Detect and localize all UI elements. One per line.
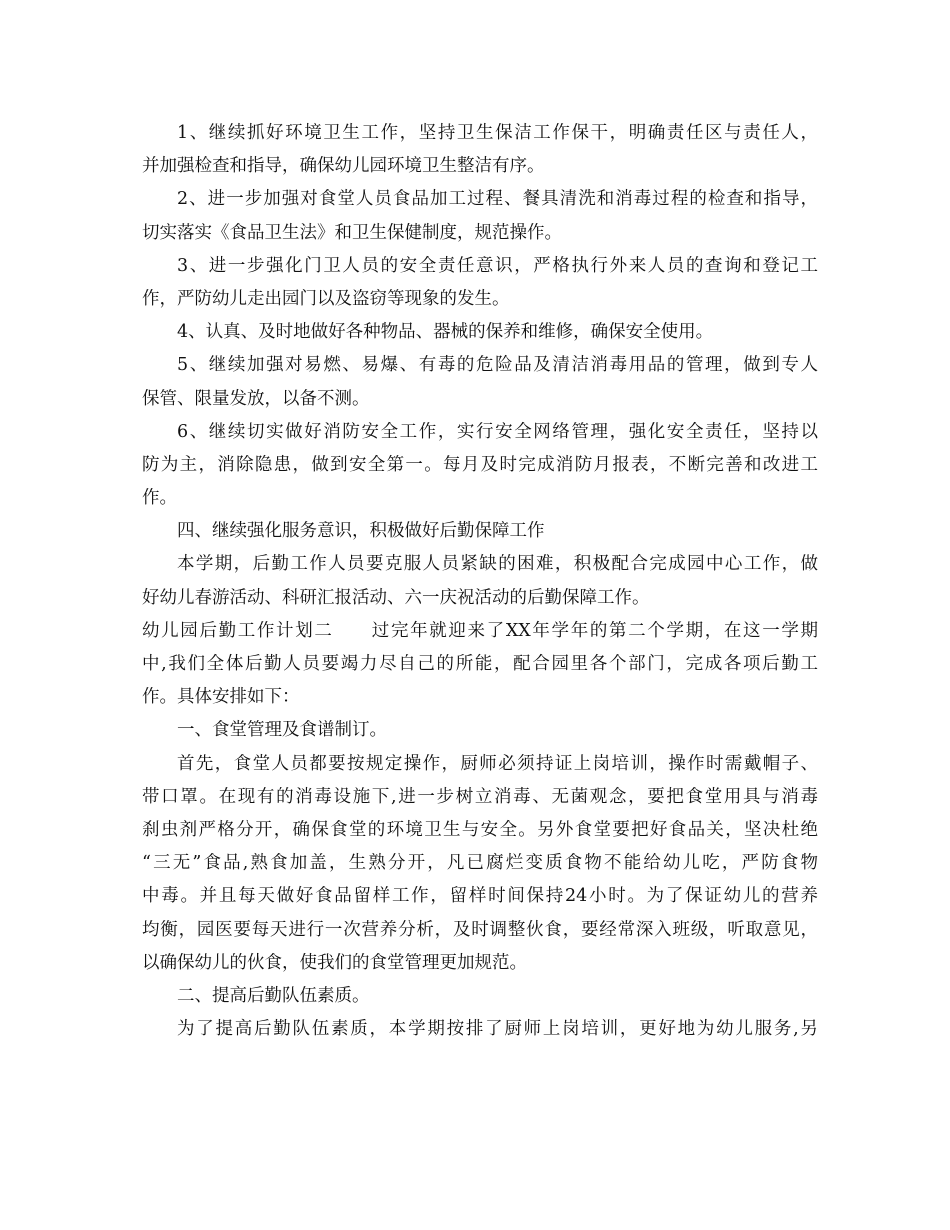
paragraph-line: 5、继续加强对易燃、易爆、有毒的危险品及清洁消毒用品的管理，做到专人 (177, 355, 818, 376)
paragraph-line: 3、进一步强化门卫人员的安全责任意识，严格执行外来人员的查询和登记工 (177, 255, 818, 276)
paragraph-line: 中毒。并且每天做好食品留样工作，留样时间保持24小时。为了保证幼儿的营养 (142, 886, 818, 907)
paragraph-line: 作。具体安排如下： (142, 687, 300, 708)
paragraph-line: 四、继续强化服务意识，积极做好后勤保障工作 (177, 521, 545, 542)
paragraph-line: 一、食堂管理及食谱制订。 (177, 720, 387, 741)
paragraph-line: 好幼儿春游活动、科研汇报活动、六一庆祝活动的后勤保障工作。 (142, 587, 650, 608)
paragraph-line: 防为主，消除隐患，做到安全第一。每月及时完成消防月报表，不断完善和改进工 (142, 454, 818, 475)
paragraph-line: 二、提高后勤队伍素质。 (177, 985, 370, 1006)
paragraph-line: 刹虫剂严格分开，确保食堂的环境卫生与安全。另外食堂要把好食品关，坚决杜绝 (142, 819, 818, 840)
paragraph-line: 保管、限量发放，以备不测。 (142, 388, 370, 409)
paragraph-line: 带口罩。在现有的消毒设施下,进一步树立消毒、无菌观念，要把食堂用具与消毒 (142, 786, 818, 807)
paragraph-line: “三无”食品,熟食加盖，生熟分开，凡已腐烂变质食物不能给幼儿吃，严防食物 (142, 853, 818, 874)
paragraph-line: 1、继续抓好环境卫生工作，坚持卫生保洁工作保干，明确责任区与责任人， (177, 123, 818, 143)
paragraph-line: 切实落实《食品卫生法》和卫生保健制度，规范操作。 (142, 222, 562, 243)
paragraph-line: 4、认真、及时地做好各种物品、器械的保养和维修，确保安全使用。 (177, 322, 714, 343)
paragraph-line: 作，严防幼儿走出园门以及盗窃等现象的发生。 (142, 288, 510, 309)
paragraph-line: 并加强检查和指导，确保幼儿园环境卫生整洁有序。 (142, 156, 545, 177)
paragraph-line: 2、进一步加强对食堂人员食品加工过程、餐具清洗和消毒过程的检查和指导， (177, 189, 818, 210)
paragraph-line: 作。 (142, 488, 177, 509)
paragraph-line: 中,我们全体后勤人员要竭力尽自己的所能，配合园里各个部门，完成各项后勤工 (142, 654, 818, 674)
paragraph-line: 均衡，园医要每天进行一次营养分析，及时调整伙食，要经常深入班级，听取意见， (142, 919, 818, 940)
paragraph-line: 幼儿园后勤工作计划二 过完年就迎来了XX年学年的第二个学期，在这一学期 (142, 620, 818, 641)
paragraph-line: 6、继续切实做好消防安全工作，实行安全网络管理，强化安全责任，坚持以 (177, 421, 818, 442)
paragraph-line: 首先，食堂人员都要按规定操作，厨师必须持证上岗培训，操作时需戴帽子、 (177, 753, 818, 774)
paragraph-line: 以确保幼儿的伙食，使我们的食堂管理更加规范。 (142, 952, 527, 973)
paragraph-line: 本学期，后勤工作人员要克服人员紧缺的困难，积极配合完成园中心工作，做 (177, 554, 818, 575)
paragraph-line: 为了提高后勤队伍素质，本学期按排了厨师上岗培训，更好地为幼儿服务,另 (177, 1019, 818, 1040)
document-body (142, 117, 818, 1046)
